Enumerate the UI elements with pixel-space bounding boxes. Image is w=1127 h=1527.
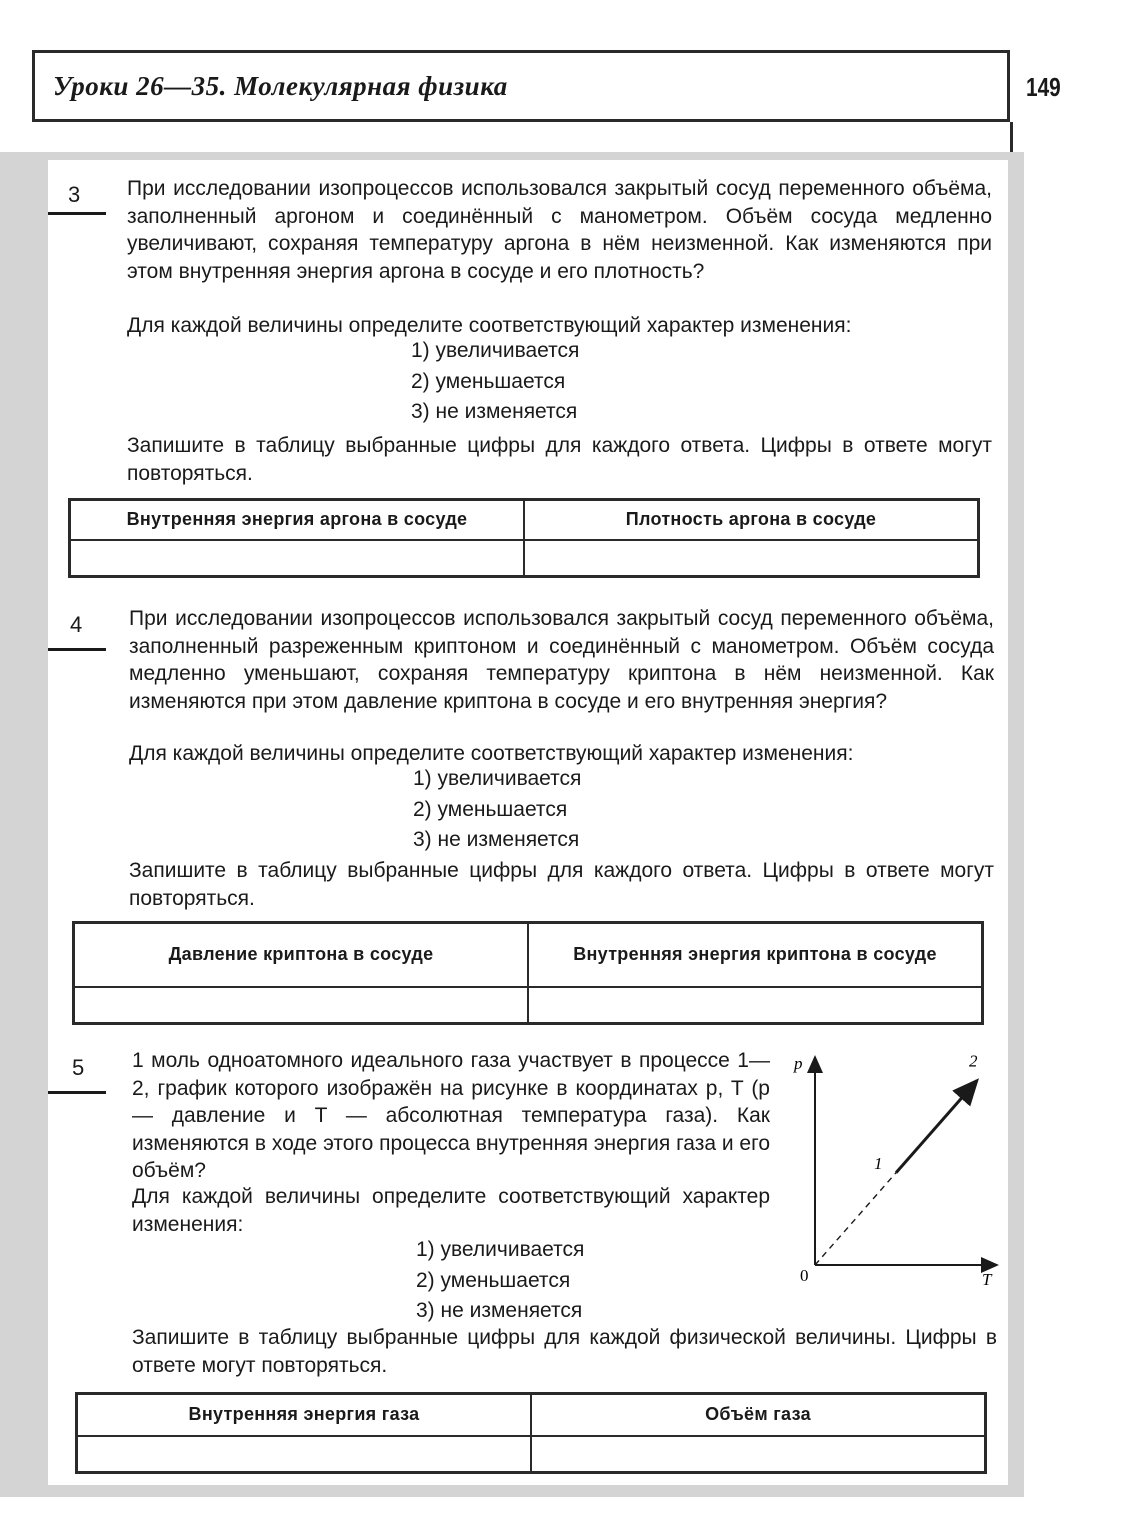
origin-label: 0 (800, 1266, 809, 1285)
dashed-extension (815, 1173, 896, 1265)
task-question: При исследовании изопроцессов использовался закрытый сосуд переменного объёма, заполненный разреженным криптоном и соединённый с манометром. Объём сосуда медленно уменьшают, сохраняя температуру криптона в нём неизменной. Как изменяются при этом давление криптона в сосуде и его внутренняя энергия? (129, 607, 994, 713)
chapter-title: Уроки 26—35. Молекулярная физика (53, 71, 508, 101)
answer-cell[interactable] (74, 987, 529, 1024)
answer-cell[interactable] (531, 1436, 986, 1473)
option-increase: 1) увеличивается (413, 767, 582, 790)
option-increase: 1) увеличивается (411, 339, 580, 362)
task-marker-rule (48, 648, 106, 651)
process-line-1-2 (896, 1081, 977, 1173)
task-number: 4 (70, 612, 83, 637)
task-marker-rule (48, 212, 106, 215)
task-number: 5 (72, 1055, 85, 1080)
table-header: Давление криптона в сосуде (74, 923, 529, 987)
option-decrease: 2) уменьшается (413, 797, 568, 821)
answer-cell[interactable] (77, 1436, 532, 1473)
option-increase: 1) увеличивается (416, 1238, 585, 1261)
point-1-label: 1 (874, 1153, 883, 1173)
task-note: Запишите в таблицу выбранные цифры для каждого ответа. Цифры в ответе могут повторяться. (129, 859, 994, 910)
y-axis-label: p (794, 1054, 803, 1073)
header-rule (1010, 122, 1013, 152)
answer-cell[interactable] (528, 987, 983, 1024)
option-unchanged: 3) не изменяется (416, 1299, 583, 1322)
answer-cell[interactable] (524, 540, 979, 577)
task-note: Запишите в таблицу выбранные цифры для каждой физической величины. Цифры в ответе могут повторяться. (132, 1326, 997, 1377)
answer-table (72, 921, 984, 1025)
answer-options (413, 764, 581, 856)
task-question: 1 моль одноатомного идеального газа участвует в процессе 1—2, график которого изображён на рисунке в координатах p, T (p — давление и T — абсолютная температура газа). Как изменяются в ходе этого процесса внутренняя энергия газа и его объём? (132, 1049, 770, 1182)
task-number: 3 (68, 182, 81, 207)
task-instruction: Для каждой величины определите соответствующий характер изменения: (132, 1185, 770, 1236)
task-instruction: Для каждой величины определите соответствующий характер изменения: (129, 742, 854, 765)
pt-diagram (790, 1045, 1005, 1295)
table-header: Внутренняя энергия криптона в сосуде (528, 923, 983, 987)
table-header: Плотность аргона в сосуде (524, 500, 979, 540)
task-marker-rule (48, 1091, 106, 1094)
point-2-label: 2 (969, 1051, 978, 1071)
answer-options (411, 336, 579, 428)
page-number: 149 (1026, 72, 1061, 102)
option-unchanged: 3) не изменяется (411, 400, 578, 423)
task-question: При исследовании изопроцессов использовался закрытый сосуд переменного объёма, заполненный аргоном и соединённый с манометром. Объём сосуда медленно увеличивают, сохраняя температуру аргона в нём неизменной. Как изменяются при этом внутренняя энергия аргона в сосуде и его плотность? (127, 177, 992, 283)
answer-table (68, 498, 980, 578)
task-instruction: Для каждой величины определите соответствующий характер изменения: (127, 314, 852, 337)
option-decrease: 2) уменьшается (411, 369, 566, 393)
answer-table (75, 1392, 987, 1474)
option-decrease: 2) уменьшается (416, 1268, 571, 1292)
task-note: Запишите в таблицу выбранные цифры для каждого ответа. Цифры в ответе могут повторяться. (127, 434, 992, 485)
table-header: Внутренняя энергия газа (77, 1394, 532, 1436)
x-axis-label: T (982, 1270, 992, 1289)
answer-cell[interactable] (70, 540, 525, 577)
table-header: Объём газа (531, 1394, 986, 1436)
chapter-header (32, 50, 1010, 122)
option-unchanged: 3) не изменяется (413, 828, 580, 851)
answer-options (416, 1235, 584, 1327)
table-header: Внутренняя энергия аргона в сосуде (70, 500, 525, 540)
